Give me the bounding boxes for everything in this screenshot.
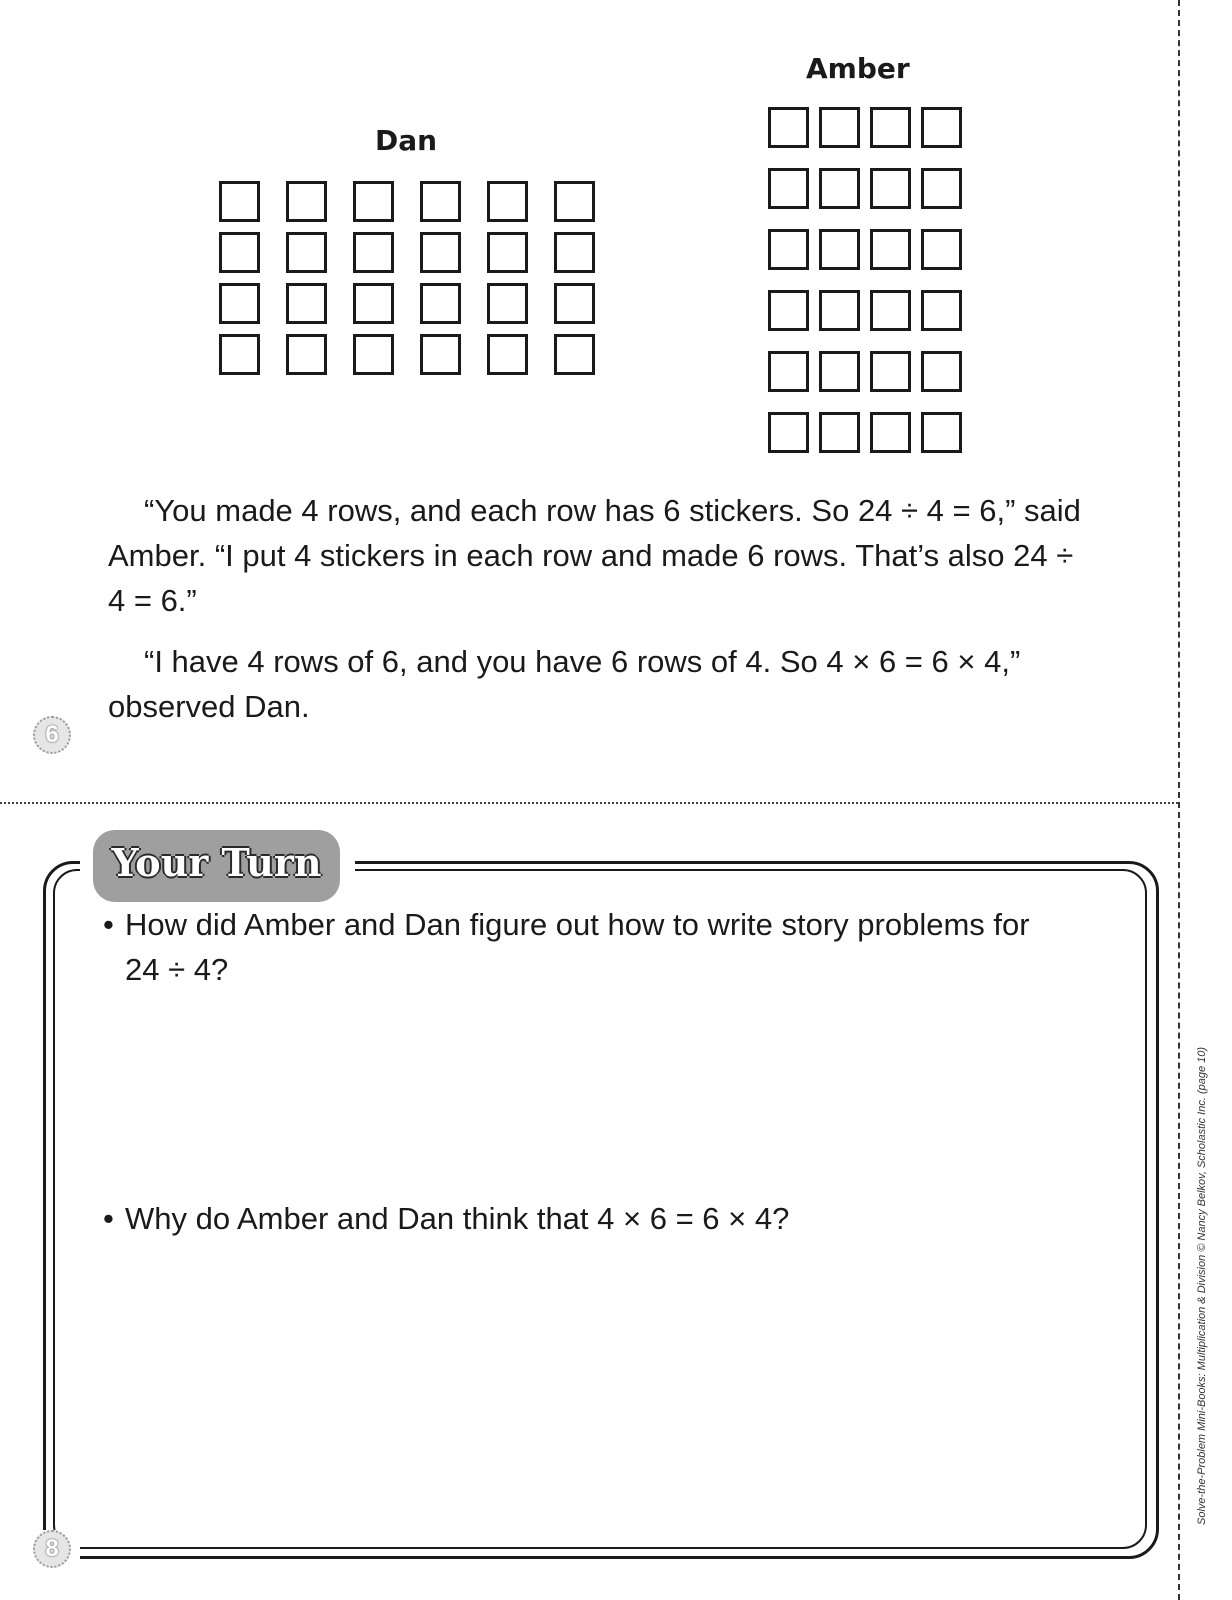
bullet-icon: • xyxy=(103,907,114,942)
story-text xyxy=(108,488,1088,729)
sticker-square xyxy=(870,351,911,392)
sticker-square xyxy=(768,290,809,331)
sticker-square xyxy=(420,334,461,375)
sticker-square xyxy=(353,232,394,273)
sticker-square xyxy=(420,283,461,324)
sticker-square xyxy=(219,334,260,375)
sticker-square xyxy=(870,107,911,148)
your-turn-title: Your Turn xyxy=(111,840,322,885)
sticker-square xyxy=(768,168,809,209)
sticker-square xyxy=(286,232,327,273)
sticker-square xyxy=(219,232,260,273)
sticker-square xyxy=(219,181,260,222)
question-2 xyxy=(103,1196,1063,1241)
sticker-square xyxy=(768,412,809,453)
sticker-square xyxy=(353,283,394,324)
sticker-square xyxy=(554,283,595,324)
sticker-square xyxy=(286,181,327,222)
sticker-square xyxy=(819,107,860,148)
amber-sticker-array xyxy=(768,107,962,453)
bullet-icon: • xyxy=(103,1201,114,1236)
your-turn-tab xyxy=(93,830,340,902)
sticker-square xyxy=(819,168,860,209)
amber-label: Amber xyxy=(806,52,910,85)
dan-sticker-array xyxy=(219,181,595,375)
sticker-square xyxy=(921,351,962,392)
sticker-square xyxy=(768,107,809,148)
sticker-square xyxy=(554,334,595,375)
sticker-square xyxy=(487,334,528,375)
copyright-credit: Solve-the-Problem Mini-Books: Multiplication & Division © Nancy Belkov, Scholastic Inc. (page 10) xyxy=(1196,1046,1208,1525)
sticker-square xyxy=(286,283,327,324)
cut-line-vertical xyxy=(1178,0,1180,1600)
sticker-square xyxy=(870,412,911,453)
question-1 xyxy=(103,902,1063,992)
page-number-bottom: 8 xyxy=(33,1530,71,1568)
sticker-square xyxy=(554,232,595,273)
sticker-square xyxy=(219,283,260,324)
sticker-square xyxy=(353,334,394,375)
sticker-square xyxy=(819,412,860,453)
sticker-square xyxy=(353,181,394,222)
sticker-square xyxy=(870,290,911,331)
sticker-square xyxy=(768,229,809,270)
sticker-square xyxy=(921,107,962,148)
question-1-text: How did Amber and Dan figure out how to write story problems for 24 ÷ 4? xyxy=(125,907,1030,987)
sticker-square xyxy=(286,334,327,375)
question-2-text: Why do Amber and Dan think that 4 × 6 = 6 × 4? xyxy=(125,1201,790,1236)
dan-label: Dan xyxy=(375,124,438,157)
sticker-square xyxy=(554,181,595,222)
cut-line-horizontal xyxy=(0,802,1178,804)
sticker-square xyxy=(921,290,962,331)
sticker-square xyxy=(819,229,860,270)
page-number-top: 6 xyxy=(33,716,71,754)
sticker-square xyxy=(819,290,860,331)
sticker-square xyxy=(487,283,528,324)
sticker-square xyxy=(870,168,911,209)
sticker-square xyxy=(768,351,809,392)
sticker-square xyxy=(921,412,962,453)
sticker-square xyxy=(921,229,962,270)
sticker-square xyxy=(420,232,461,273)
sticker-square xyxy=(819,351,860,392)
sticker-square xyxy=(487,181,528,222)
sticker-square xyxy=(420,181,461,222)
story-paragraph-2: “I have 4 rows of 6, and you have 6 rows of 4. So 4 × 6 = 6 × 4,” observed Dan. xyxy=(108,644,1021,724)
story-paragraph-1: “You made 4 rows, and each row has 6 stickers. So 24 ÷ 4 = 6,” said Amber. “I put 4 stickers in each row and made 6 rows. That’s also 24 ÷ 4 = 6.” xyxy=(108,493,1081,618)
sticker-square xyxy=(921,168,962,209)
sticker-square xyxy=(870,229,911,270)
sticker-square xyxy=(487,232,528,273)
